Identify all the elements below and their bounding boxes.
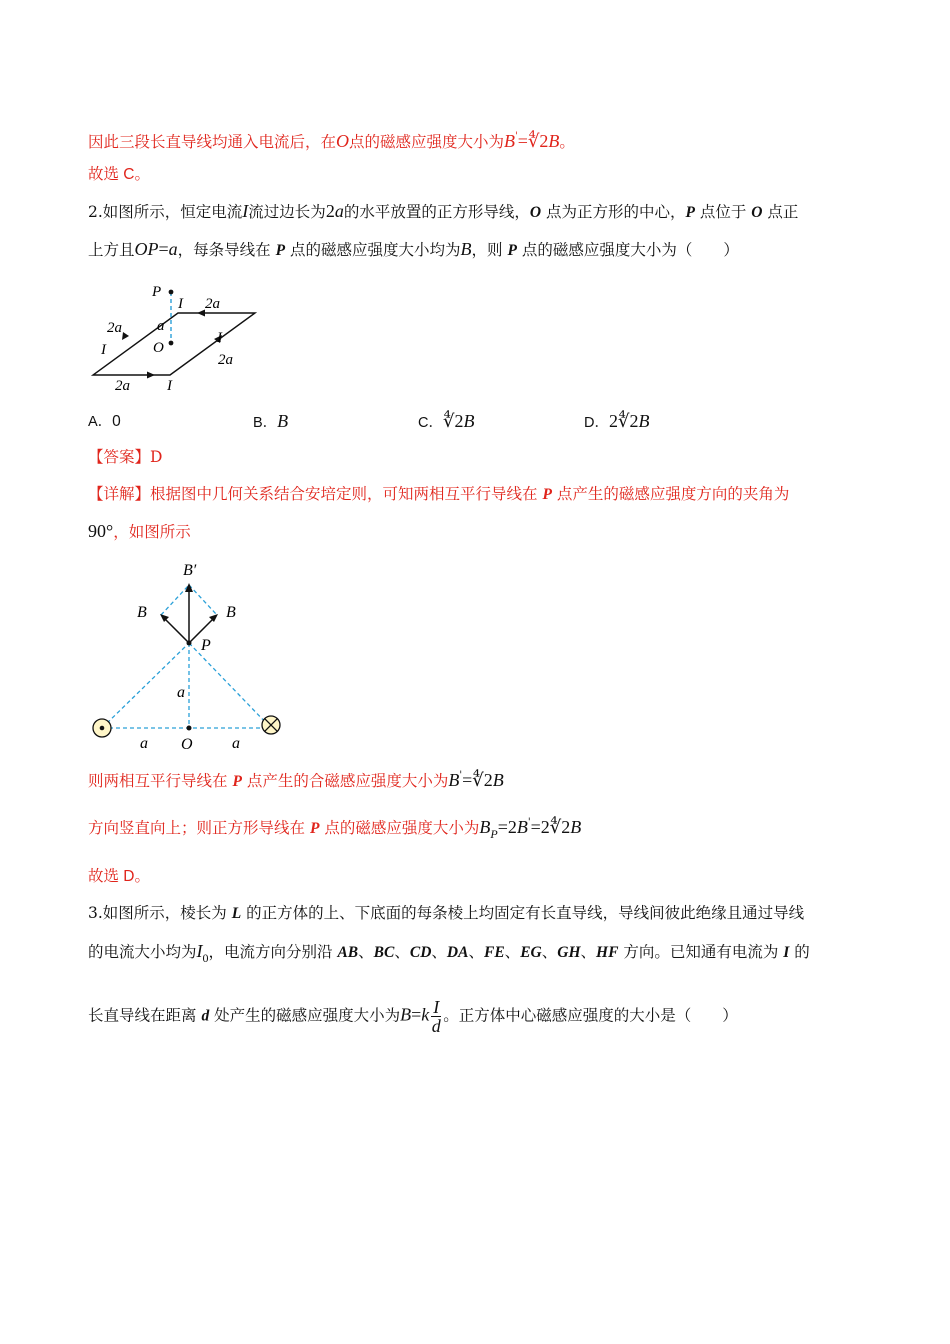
label-a-left: a	[140, 735, 148, 752]
label-o: O	[153, 340, 164, 356]
wire-into-page-icon	[262, 716, 280, 734]
label-p2: P	[201, 637, 211, 654]
q2-stem-line2: 上方且OP=a，每条导线在 P 点的磁感应强度大小均为B，则 P 点的磁感应强度大小为（ ）	[88, 239, 739, 259]
fraction-i-over-d: $\frac{I}{d}$	[431, 997, 441, 1036]
point-o2	[187, 726, 192, 731]
label-a: a	[157, 318, 165, 334]
option-b[interactable]: B．B	[253, 411, 289, 431]
dash-right-side	[189, 643, 271, 728]
label-p: P	[152, 284, 162, 300]
q1-result-line: 因此三段长直导线均通入电流后，在O点的磁感应强度大小为B'=∜2B。	[88, 131, 575, 151]
wire-out-of-page-icon	[93, 719, 111, 737]
option-d[interactable]: D．2∜2B	[584, 411, 650, 431]
label-o2: O	[181, 736, 193, 753]
label-a-right: a	[232, 735, 240, 752]
label-a-height: a	[177, 684, 185, 701]
q3-stem-line2: 的电流大小均为$I_0$，电流方向分别沿 AB、BC、CD、DA、FE、EG、GH、HF 方向。已知通有电流为 I 的	[88, 941, 810, 965]
q3-stem-line3: 长直导线在距离 d 处产生的磁感应强度大小为B=k $\frac{I}{d}$ 。正方体中心磁感应强度的大小是（ ）	[88, 997, 738, 1036]
detail-line1: 【详解】根据图中几何关系结合安培定则，可知两相互平行导线在 P 点产生的磁感应强度方向的夹角为	[88, 485, 790, 503]
point-o	[169, 341, 174, 346]
label-2a-bottom: 2a	[115, 378, 130, 392]
q2-choose-line: 故选 D。	[88, 868, 151, 885]
field-vector-figure	[85, 558, 295, 753]
vector-b-left	[163, 617, 189, 643]
dash-left-side	[102, 643, 189, 728]
arrow-left	[122, 332, 129, 340]
square-loop-figure	[85, 280, 265, 392]
label-i-top: I	[178, 296, 183, 312]
arrow-top	[197, 310, 205, 317]
label-i-bottom: I	[167, 378, 172, 392]
label-b-prime: B′	[183, 562, 197, 579]
label-2a-top: 2a	[205, 296, 220, 312]
label-2a-left: 2a	[107, 320, 122, 336]
label-b-right: B	[226, 604, 236, 621]
option-c[interactable]: C．∜2B	[418, 411, 475, 431]
label-2a-right: 2a	[218, 352, 233, 368]
label-i-left: I	[101, 342, 106, 358]
q2-stem-line1: 2.如图所示，恒定电流I流过边长为2a的水平放置的正方形导线，O 点为正方形的中心，P 点位于 O 点正	[88, 201, 799, 221]
dash-vec-left	[161, 585, 189, 615]
q1-choose-line: 故选 C。	[88, 166, 151, 183]
point-p	[169, 290, 174, 295]
point-p2	[187, 641, 192, 646]
label-i-right: I	[217, 330, 222, 346]
result-line2: 方向竖直向上；则正方形导线在 P 点的磁感应强度大小为$B_P=2B'=2∜2B$	[88, 817, 582, 841]
dash-vec-right	[189, 585, 217, 615]
label-b-left: B	[137, 604, 147, 621]
q3-stem-line1: 3.如图所示，棱长为 L 的正方体的上、下底面的每条棱上均固定有长直导线，导线间彼此绝缘且通过导线	[88, 904, 805, 922]
b-symbol: B	[460, 239, 472, 259]
result-line1: 则两相互平行导线在 P 点产生的合磁感应强度大小为B'=∜2B	[88, 770, 504, 790]
answer-line: 【答案】D	[88, 448, 163, 466]
detail-line2: 90°，如图所示	[88, 521, 191, 541]
option-a[interactable]: A．0	[88, 413, 121, 430]
arrow-bottom	[147, 372, 155, 379]
